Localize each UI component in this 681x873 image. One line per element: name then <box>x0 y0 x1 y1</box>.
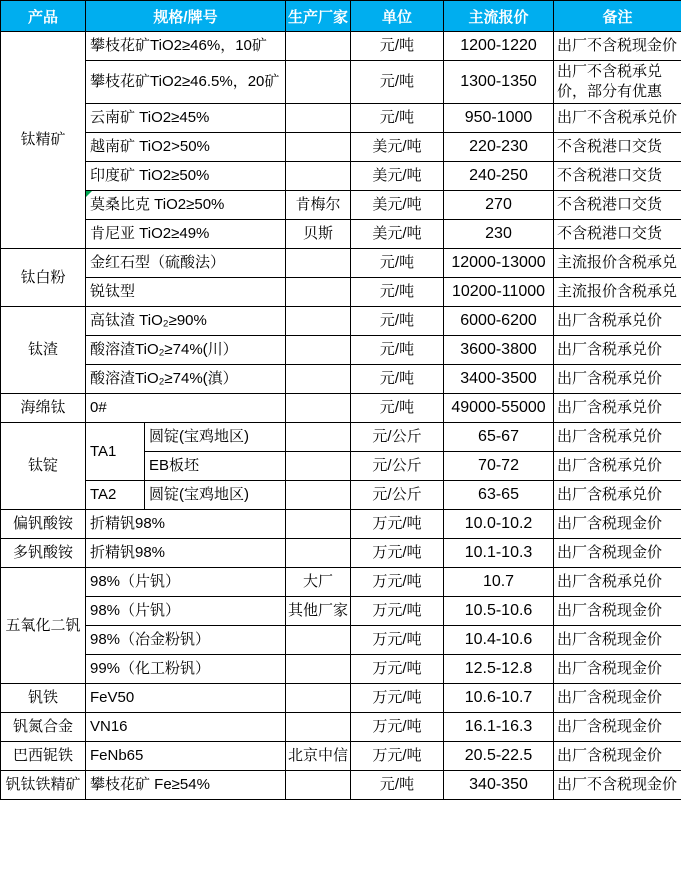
product-cell: 巴西铌铁 <box>1 742 86 771</box>
price-cell: 16.1-16.3 <box>444 713 554 742</box>
note-cell: 出厂含税承兑价 <box>554 394 681 423</box>
producer-cell: 其他厂家 <box>286 597 351 626</box>
unit-cell: 万元/吨 <box>351 684 444 713</box>
table-row <box>1 104 681 133</box>
price-cell: 220-230 <box>444 133 554 162</box>
price-cell: 230 <box>444 220 554 249</box>
table-row <box>1 162 681 191</box>
table-row <box>1 423 681 452</box>
unit-cell: 万元/吨 <box>351 510 444 539</box>
producer-cell <box>286 32 351 61</box>
spec-cell: 折精钒98% <box>86 510 286 539</box>
table-row <box>1 481 681 510</box>
table-row <box>1 191 681 220</box>
table-row <box>1 133 681 162</box>
producer-cell <box>286 481 351 510</box>
note-cell: 出厂含税现金价 <box>554 597 681 626</box>
price-cell: 63-65 <box>444 481 554 510</box>
note-cell: 出厂含税承兑价 <box>554 307 681 336</box>
spec-cell: 金红石型（硫酸法） <box>86 249 286 278</box>
note-cell: 出厂含税承兑价 <box>554 336 681 365</box>
table-row <box>1 307 681 336</box>
producer-cell: 大厂 <box>286 568 351 597</box>
unit-cell: 元/吨 <box>351 249 444 278</box>
price-cell: 340-350 <box>444 771 554 800</box>
note-cell: 出厂含税现金价 <box>554 655 681 684</box>
note-cell: 不含税港口交货 <box>554 191 681 220</box>
product-cell: 钒氮合金 <box>1 713 86 742</box>
producer-cell: 贝斯 <box>286 220 351 249</box>
table-row <box>1 568 681 597</box>
unit-cell: 元/吨 <box>351 394 444 423</box>
table-row <box>1 539 681 568</box>
producer-cell <box>286 104 351 133</box>
note-cell: 出厂含税现金价 <box>554 626 681 655</box>
note-cell: 出厂含税现金价 <box>554 742 681 771</box>
price-cell: 6000-6200 <box>444 307 554 336</box>
col-header-producer: 生产厂家 <box>286 1 351 32</box>
producer-cell <box>286 626 351 655</box>
price-cell: 950-1000 <box>444 104 554 133</box>
product-cell: 钒钛铁精矿 <box>1 771 86 800</box>
spec-cell: 98%（片钒） <box>86 568 286 597</box>
spec-cell: 0# <box>86 394 286 423</box>
producer-cell <box>286 162 351 191</box>
product-cell: 海绵钛 <box>1 394 86 423</box>
note-cell: 不含税港口交货 <box>554 133 681 162</box>
note-cell: 出厂不含税现金价 <box>554 32 681 61</box>
table-row <box>1 742 681 771</box>
product-cell: 多钒酸铵 <box>1 539 86 568</box>
price-cell: 49000-55000 <box>444 394 554 423</box>
price-cell: 3400-3500 <box>444 365 554 394</box>
price-cell: 10.1-10.3 <box>444 539 554 568</box>
price-cell: 12000-13000 <box>444 249 554 278</box>
grade-cell: TA1 <box>86 423 145 481</box>
table-row <box>1 510 681 539</box>
spec-cell <box>86 191 286 220</box>
spec-cell: EB板坯 <box>145 452 286 481</box>
spec-cell: 圆锭(宝鸡地区) <box>145 423 286 452</box>
producer-cell <box>286 713 351 742</box>
producer-cell <box>286 278 351 307</box>
note-cell: 出厂不含税承兑价，部分有优惠 <box>554 61 681 104</box>
price-cell: 10.6-10.7 <box>444 684 554 713</box>
spec-cell: 圆锭(宝鸡地区) <box>145 481 286 510</box>
unit-cell: 元/吨 <box>351 771 444 800</box>
note-cell: 出厂含税承兑价 <box>554 452 681 481</box>
note-cell: 不含税港口交货 <box>554 220 681 249</box>
producer-cell <box>286 539 351 568</box>
spec-cell: 99%（化工粉钒） <box>86 655 286 684</box>
spec-text: 莫桑比克 TiO2≥50% <box>90 196 225 213</box>
spec-cell: 高钛渣 TiO₂≥90% <box>86 307 286 336</box>
unit-cell: 元/公斤 <box>351 481 444 510</box>
product-cell: 钛白粉 <box>1 249 86 307</box>
note-cell: 出厂含税现金价 <box>554 684 681 713</box>
price-cell: 3600-3800 <box>444 336 554 365</box>
spec-cell: 折精钒98% <box>86 539 286 568</box>
table-row <box>1 597 681 626</box>
spec-cell: 锐钛型 <box>86 278 286 307</box>
table-row <box>1 626 681 655</box>
note-cell: 出厂含税承兑价 <box>554 481 681 510</box>
table-row <box>1 365 681 394</box>
spec-cell: 印度矿 TiO2≥50% <box>86 162 286 191</box>
table-row <box>1 249 681 278</box>
note-cell: 不含税港口交货 <box>554 162 681 191</box>
price-cell: 20.5-22.5 <box>444 742 554 771</box>
unit-cell: 万元/吨 <box>351 713 444 742</box>
spec-cell: 越南矿 TiO2>50% <box>86 133 286 162</box>
product-cell: 偏钒酸铵 <box>1 510 86 539</box>
unit-cell: 美元/吨 <box>351 133 444 162</box>
producer-cell <box>286 336 351 365</box>
producer-cell <box>286 655 351 684</box>
price-cell: 70-72 <box>444 452 554 481</box>
unit-cell: 美元/吨 <box>351 220 444 249</box>
note-cell: 主流报价含税承兑 <box>554 249 681 278</box>
table-row <box>1 278 681 307</box>
col-header-product: 产品 <box>1 1 86 32</box>
cell-corner-marker-icon <box>86 191 92 197</box>
col-header-note: 备注 <box>554 1 681 32</box>
producer-cell <box>286 307 351 336</box>
unit-cell: 万元/吨 <box>351 539 444 568</box>
spec-cell: 云南矿 TiO2≥45% <box>86 104 286 133</box>
product-cell: 钛精矿 <box>1 32 86 249</box>
note-cell: 出厂含税现金价 <box>554 539 681 568</box>
spec-cell: 攀枝花矿TiO2≥46%，10矿 <box>86 32 286 61</box>
spec-cell: 攀枝花矿TiO2≥46.5%，20矿 <box>86 61 286 104</box>
unit-cell: 元/吨 <box>351 278 444 307</box>
col-header-spec: 规格/牌号 <box>86 1 286 32</box>
note-cell: 出厂含税承兑价 <box>554 568 681 597</box>
unit-cell: 万元/吨 <box>351 742 444 771</box>
table-row <box>1 684 681 713</box>
col-header-price: 主流报价 <box>444 1 554 32</box>
producer-cell <box>286 394 351 423</box>
unit-cell: 元/公斤 <box>351 423 444 452</box>
producer-cell <box>286 365 351 394</box>
price-cell: 65-67 <box>444 423 554 452</box>
price-cell: 240-250 <box>444 162 554 191</box>
table-row <box>1 713 681 742</box>
spec-cell: VN16 <box>86 713 286 742</box>
table-row <box>1 655 681 684</box>
note-cell: 出厂含税现金价 <box>554 510 681 539</box>
unit-cell: 万元/吨 <box>351 568 444 597</box>
spec-cell: 98%（冶金粉钒） <box>86 626 286 655</box>
note-cell: 出厂含税承兑价 <box>554 423 681 452</box>
producer-cell <box>286 684 351 713</box>
table-row <box>1 394 681 423</box>
table-row <box>1 32 681 61</box>
header-row <box>1 1 681 32</box>
producer-cell: 肯梅尔 <box>286 191 351 220</box>
unit-cell: 万元/吨 <box>351 626 444 655</box>
note-cell: 出厂含税现金价 <box>554 713 681 742</box>
product-cell: 五氧化二钒 <box>1 568 86 684</box>
note-cell: 主流报价含税承兑 <box>554 278 681 307</box>
price-cell: 10.7 <box>444 568 554 597</box>
unit-cell: 元/吨 <box>351 32 444 61</box>
note-cell: 出厂不含税承兑价 <box>554 104 681 133</box>
spec-cell: 肯尼亚 TiO2≥49% <box>86 220 286 249</box>
producer-cell <box>286 423 351 452</box>
table-row <box>1 771 681 800</box>
unit-cell: 美元/吨 <box>351 191 444 220</box>
price-cell: 1200-1220 <box>444 32 554 61</box>
producer-cell <box>286 249 351 278</box>
price-cell: 10.0-10.2 <box>444 510 554 539</box>
unit-cell: 元/公斤 <box>351 452 444 481</box>
spec-cell: 攀枝花矿 Fe≥54% <box>86 771 286 800</box>
grade-cell: TA2 <box>86 481 145 510</box>
unit-cell: 元/吨 <box>351 365 444 394</box>
unit-cell: 元/吨 <box>351 104 444 133</box>
producer-cell: 北京中信 <box>286 742 351 771</box>
unit-cell: 元/吨 <box>351 307 444 336</box>
unit-cell: 万元/吨 <box>351 597 444 626</box>
spec-cell: 98%（片钒） <box>86 597 286 626</box>
spec-cell: 酸溶渣TiO₂≥74%(滇） <box>86 365 286 394</box>
price-cell: 1300-1350 <box>444 61 554 104</box>
spec-cell: 酸溶渣TiO₂≥74%(川） <box>86 336 286 365</box>
product-cell: 钛渣 <box>1 307 86 394</box>
price-cell: 12.5-12.8 <box>444 655 554 684</box>
product-cell: 钛锭 <box>1 423 86 510</box>
unit-cell: 元/吨 <box>351 61 444 104</box>
spec-cell: FeV50 <box>86 684 286 713</box>
table-row <box>1 336 681 365</box>
unit-cell: 元/吨 <box>351 336 444 365</box>
table-row <box>1 220 681 249</box>
note-cell: 出厂含税承兑价 <box>554 365 681 394</box>
col-header-unit: 单位 <box>351 1 444 32</box>
spec-cell: FeNb65 <box>86 742 286 771</box>
price-cell: 10.4-10.6 <box>444 626 554 655</box>
price-cell: 10.5-10.6 <box>444 597 554 626</box>
table-row <box>1 61 681 104</box>
producer-cell <box>286 61 351 104</box>
price-cell: 10200-11000 <box>444 278 554 307</box>
producer-cell <box>286 133 351 162</box>
producer-cell <box>286 510 351 539</box>
product-cell: 钒铁 <box>1 684 86 713</box>
note-cell: 出厂不含税现金价 <box>554 771 681 800</box>
unit-cell: 万元/吨 <box>351 655 444 684</box>
unit-cell: 美元/吨 <box>351 162 444 191</box>
producer-cell <box>286 771 351 800</box>
price-cell: 270 <box>444 191 554 220</box>
producer-cell <box>286 452 351 481</box>
